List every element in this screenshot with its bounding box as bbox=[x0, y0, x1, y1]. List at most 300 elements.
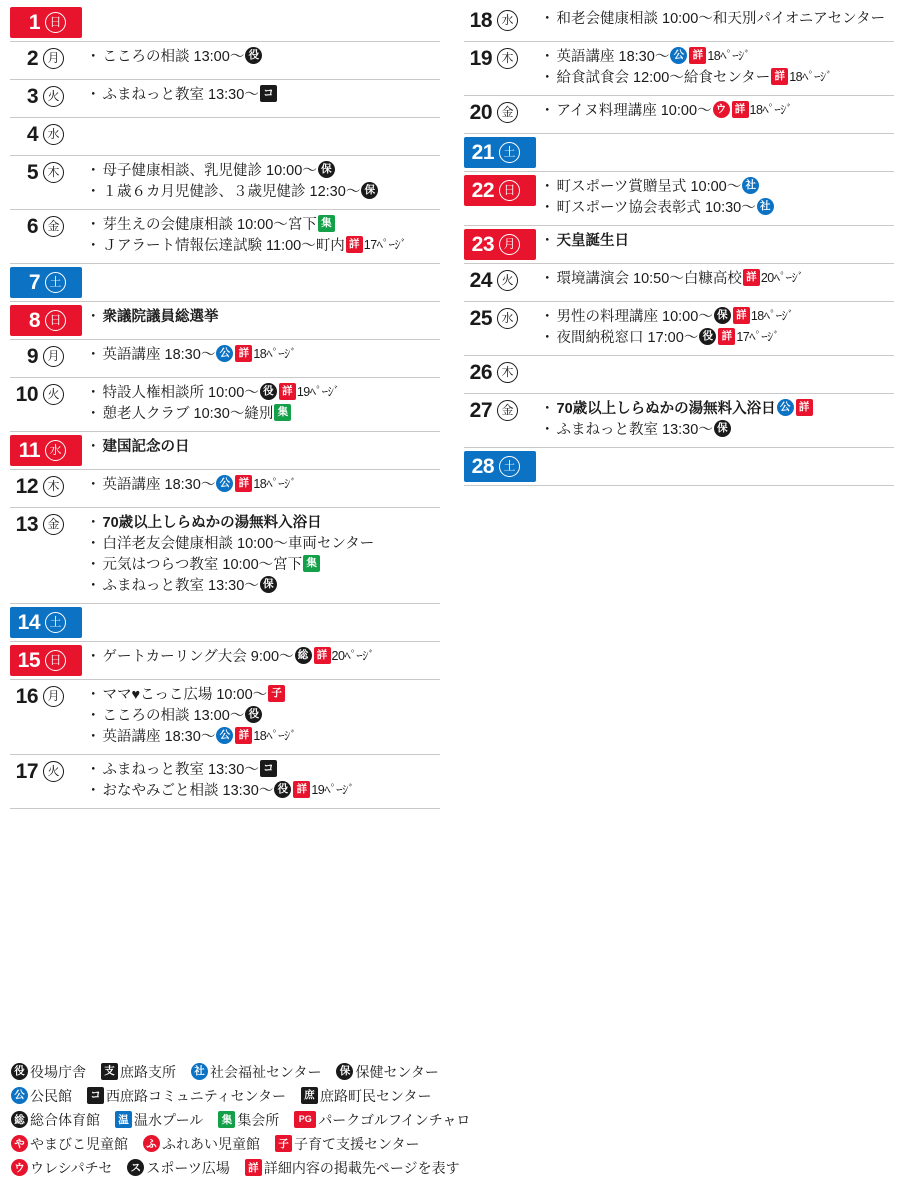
calendar-day-row bbox=[464, 42, 894, 96]
event-text: ママ♥こっこ広場 10:00〜 bbox=[102, 687, 268, 704]
calendar-day-row bbox=[10, 210, 440, 264]
event-text: 70歳以上しらぬかの湯無料入浴日 bbox=[102, 515, 322, 532]
legend-item-label: 公民館 bbox=[30, 1087, 72, 1104]
day-events bbox=[540, 134, 894, 145]
day-events bbox=[540, 226, 894, 258]
event-text: 元気はつらつ教室 10:00〜宮下 bbox=[102, 557, 303, 574]
venue-mark-icon: 保 bbox=[336, 1063, 353, 1080]
venue-mark-icon: 公 bbox=[777, 399, 794, 416]
calendar-day-row bbox=[10, 302, 440, 340]
legend-row bbox=[10, 1108, 890, 1132]
day-label bbox=[10, 470, 86, 503]
legend-item-label: 詳細内容の掲載先ページを表す bbox=[263, 1159, 460, 1176]
day-events bbox=[540, 448, 894, 459]
venue-mark-icon: 詳 bbox=[235, 475, 252, 492]
day-events bbox=[540, 42, 894, 95]
day-label bbox=[464, 96, 540, 129]
event-item bbox=[86, 781, 440, 802]
legend-row bbox=[10, 1132, 890, 1156]
venue-mark-icon: 集 bbox=[303, 555, 320, 572]
day-of-week-badge: 日 bbox=[499, 180, 520, 201]
day-events bbox=[86, 755, 440, 808]
event-text: 町スポーツ協会表彰式 10:30〜 bbox=[556, 200, 756, 217]
venue-mark-icon: 総 bbox=[11, 1111, 28, 1128]
event-item bbox=[86, 555, 440, 576]
legend-item bbox=[293, 1108, 470, 1132]
day-number: 6 bbox=[26, 215, 38, 239]
venue-mark-icon: 社 bbox=[757, 198, 774, 215]
day-of-week-badge: 火 bbox=[43, 86, 64, 107]
day-of-week-badge: 火 bbox=[43, 761, 64, 782]
event-text: ゲートカーリング大会 9:00〜 bbox=[102, 649, 294, 666]
event-text: 環境講演会 10:50〜白糠高校 bbox=[556, 271, 742, 288]
day-of-week-badge: 火 bbox=[497, 270, 518, 291]
bullet-icon: ・ bbox=[540, 330, 555, 347]
day-events bbox=[86, 470, 440, 502]
legend-item bbox=[300, 1084, 431, 1108]
day-number: 24 bbox=[469, 269, 492, 293]
calendar-day-row bbox=[10, 470, 440, 508]
legend-item-label: やまびこ児童館 bbox=[30, 1135, 128, 1152]
day-number: 11 bbox=[18, 439, 40, 463]
event-text: Ｊアラート情報伝達試験 11:00〜町内 bbox=[102, 238, 345, 255]
day-of-week-badge: 金 bbox=[43, 216, 64, 237]
venue-mark-icon: PG bbox=[294, 1111, 316, 1128]
legend-item bbox=[217, 1108, 279, 1132]
bullet-icon: ・ bbox=[86, 347, 101, 364]
legend-item-label: 子育て支援センター bbox=[294, 1135, 420, 1152]
event-text: 男性の料理講座 10:00〜 bbox=[556, 309, 713, 326]
day-number: 20 bbox=[469, 101, 492, 125]
bullet-icon: ・ bbox=[540, 200, 555, 217]
calendar-day-row bbox=[10, 642, 440, 680]
legend-item-label: スポーツ広場 bbox=[146, 1159, 230, 1176]
calendar-day-row bbox=[10, 42, 440, 80]
venue-mark-icon: 集 bbox=[318, 215, 335, 232]
event-item bbox=[86, 727, 440, 748]
event-item bbox=[86, 576, 440, 597]
day-label bbox=[10, 156, 86, 189]
day-label bbox=[10, 267, 82, 298]
day-events bbox=[86, 210, 440, 263]
venue-mark-icon: 保 bbox=[361, 182, 378, 199]
day-number: 19 bbox=[469, 47, 492, 70]
event-item bbox=[540, 420, 894, 441]
day-events bbox=[86, 80, 440, 112]
calendar-day-row bbox=[464, 172, 894, 226]
legend-item bbox=[126, 1156, 229, 1180]
day-label bbox=[10, 210, 86, 243]
day-events bbox=[540, 264, 894, 296]
venue-mark-icon: 子 bbox=[275, 1135, 292, 1152]
venue-mark-icon: 役 bbox=[699, 328, 716, 345]
bullet-icon: ・ bbox=[86, 49, 101, 65]
day-events bbox=[86, 508, 440, 603]
event-item bbox=[86, 47, 440, 68]
event-text: 和老会健康相談 10:00〜和天別パイオニアセンター bbox=[556, 11, 886, 27]
event-item bbox=[86, 685, 440, 706]
bullet-icon: ・ bbox=[540, 401, 555, 418]
bullet-icon: ・ bbox=[86, 783, 101, 800]
event-text: こころの相談 13:00〜 bbox=[102, 49, 245, 65]
day-label bbox=[10, 305, 82, 336]
page-reference: 19ﾍﾟｰｼﾞ bbox=[311, 783, 354, 798]
event-item bbox=[540, 399, 894, 420]
day-number: 8 bbox=[28, 309, 40, 333]
legend-item bbox=[86, 1084, 286, 1108]
event-text: 英語講座 18:30〜 bbox=[556, 49, 670, 65]
day-number: 10 bbox=[15, 383, 38, 407]
venue-mark-icon: ウ bbox=[713, 101, 730, 118]
bullet-icon: ・ bbox=[540, 11, 555, 27]
venue-mark-icon: 詳 bbox=[293, 781, 310, 798]
venue-mark-icon: 公 bbox=[11, 1087, 28, 1104]
day-label bbox=[10, 755, 86, 788]
calendar-day-row bbox=[10, 755, 440, 809]
event-text: 母子健康相談、乳児健診 10:00〜 bbox=[102, 163, 317, 179]
venue-mark-icon: 詳 bbox=[235, 727, 252, 744]
calendar-day-row bbox=[10, 80, 440, 118]
legend-item bbox=[114, 1108, 203, 1132]
bullet-icon: ・ bbox=[86, 238, 101, 255]
calendar-day-row bbox=[464, 264, 894, 302]
calendar-left-column bbox=[10, 4, 440, 809]
day-number: 1 bbox=[28, 11, 40, 34]
legend-row bbox=[10, 1084, 890, 1108]
legend-item-label: 庶路町民センター bbox=[320, 1087, 432, 1104]
day-of-week-badge: 金 bbox=[497, 400, 518, 421]
calendar-day-row bbox=[10, 264, 440, 302]
venue-mark-icon: 子 bbox=[268, 685, 285, 702]
bullet-icon: ・ bbox=[540, 179, 555, 196]
day-label bbox=[10, 80, 86, 113]
day-number: 18 bbox=[469, 9, 492, 32]
day-label bbox=[464, 4, 540, 37]
venue-mark-icon: ウ bbox=[11, 1159, 28, 1176]
day-number: 23 bbox=[471, 233, 494, 257]
day-number: 7 bbox=[28, 271, 40, 295]
calendar-right-column bbox=[464, 4, 894, 809]
day-number: 13 bbox=[15, 513, 38, 537]
day-label bbox=[10, 7, 82, 38]
venue-mark-icon: コ bbox=[260, 760, 277, 777]
day-events bbox=[86, 432, 440, 464]
page-reference: 19ﾍﾟｰｼﾞ bbox=[296, 385, 340, 400]
bullet-icon: ・ bbox=[86, 578, 101, 595]
venue-mark-icon: 保 bbox=[714, 420, 731, 437]
legend-item-label: 庶路支所 bbox=[120, 1063, 176, 1080]
event-text: アイヌ料理講座 10:00〜 bbox=[556, 103, 712, 120]
event-item bbox=[540, 9, 894, 30]
day-number: 14 bbox=[17, 611, 40, 635]
event-text: 天皇誕生日 bbox=[556, 233, 629, 250]
day-of-week-badge: 木 bbox=[43, 476, 64, 497]
day-events bbox=[86, 302, 440, 334]
day-number: 22 bbox=[471, 179, 494, 203]
day-events bbox=[86, 378, 440, 431]
bullet-icon: ・ bbox=[540, 49, 555, 65]
venue-mark-icon: 保 bbox=[318, 161, 335, 178]
day-events bbox=[540, 4, 894, 36]
bullet-icon: ・ bbox=[86, 649, 101, 666]
venue-mark-icon: コ bbox=[87, 1087, 104, 1104]
venue-mark-icon: 公 bbox=[216, 345, 233, 362]
legend-item bbox=[244, 1156, 460, 1180]
day-of-week-badge: 水 bbox=[45, 440, 66, 461]
day-number: 25 bbox=[469, 307, 492, 331]
event-item bbox=[86, 236, 440, 257]
venue-mark-icon: ふ bbox=[143, 1135, 160, 1152]
calendar-day-row bbox=[464, 356, 894, 394]
page-reference: 17ﾍﾟｰｼﾞ bbox=[736, 330, 779, 345]
day-label bbox=[10, 645, 82, 676]
bullet-icon: ・ bbox=[86, 406, 101, 423]
legend-item bbox=[100, 1060, 176, 1084]
legend-row bbox=[10, 1156, 890, 1180]
page-reference: 18ﾍﾟｰｼﾞ bbox=[749, 103, 793, 118]
bullet-icon: ・ bbox=[86, 477, 101, 494]
event-item bbox=[540, 307, 894, 328]
legend-item bbox=[10, 1084, 72, 1108]
legend-item-label: 社会福祉センター bbox=[210, 1063, 322, 1080]
calendar-day-row bbox=[464, 96, 894, 134]
venue-mark-icon: 支 bbox=[101, 1063, 118, 1080]
page-reference: 18ﾍﾟｰｼﾞ bbox=[750, 309, 794, 324]
event-text: 芽生えの会健康相談 10:00〜宮下 bbox=[102, 217, 317, 234]
venue-mark-icon: 詳 bbox=[235, 345, 252, 362]
day-number: 16 bbox=[15, 685, 38, 709]
venue-mark-icon: 役 bbox=[274, 781, 291, 798]
legend-item bbox=[190, 1060, 321, 1084]
day-number: 9 bbox=[26, 345, 38, 369]
day-of-week-badge: 木 bbox=[497, 48, 518, 69]
event-text: 英語講座 18:30〜 bbox=[102, 729, 216, 746]
venue-mark-icon: 役 bbox=[11, 1063, 28, 1080]
calendar-day-row bbox=[464, 302, 894, 356]
bullet-icon: ・ bbox=[86, 163, 101, 179]
day-label bbox=[464, 394, 540, 427]
event-text: ふまねっと教室 13:30〜 bbox=[102, 762, 259, 779]
bullet-icon: ・ bbox=[540, 103, 555, 120]
venue-mark-icon: 役 bbox=[260, 383, 277, 400]
venue-mark-icon: コ bbox=[260, 85, 277, 102]
day-of-week-badge: 日 bbox=[45, 650, 66, 671]
venue-mark-icon: 詳 bbox=[346, 236, 363, 253]
day-events bbox=[86, 680, 440, 754]
day-of-week-badge: 土 bbox=[45, 272, 66, 293]
day-of-week-badge: 土 bbox=[45, 612, 66, 633]
day-of-week-badge: 月 bbox=[43, 346, 64, 367]
venue-mark-icon: 詳 bbox=[245, 1159, 262, 1176]
day-events bbox=[540, 356, 894, 367]
event-item bbox=[540, 101, 894, 122]
legend-item bbox=[10, 1060, 86, 1084]
event-item bbox=[86, 182, 440, 203]
day-number: 3 bbox=[26, 85, 38, 108]
legend-item bbox=[335, 1060, 438, 1084]
event-item bbox=[540, 47, 894, 68]
day-events bbox=[86, 118, 440, 129]
day-events bbox=[86, 4, 440, 15]
page-reference: 18ﾍﾟｰｼﾞ bbox=[253, 477, 296, 492]
event-text: 町スポーツ賞贈呈式 10:00〜 bbox=[556, 179, 742, 196]
event-text: おなやみごと相談 13:30〜 bbox=[102, 783, 274, 800]
event-text: 英語講座 18:30〜 bbox=[102, 477, 216, 494]
event-item bbox=[540, 231, 894, 252]
day-number: 5 bbox=[26, 161, 38, 184]
event-item bbox=[86, 437, 440, 458]
page-reference: 18ﾍﾟｰｼﾞ bbox=[789, 70, 832, 85]
calendar-day-row bbox=[10, 508, 440, 604]
day-number: 2 bbox=[26, 47, 38, 70]
event-item bbox=[540, 177, 894, 198]
event-item bbox=[86, 513, 440, 534]
bullet-icon: ・ bbox=[86, 309, 101, 326]
day-of-week-badge: 金 bbox=[43, 514, 64, 535]
event-item bbox=[86, 215, 440, 236]
bullet-icon: ・ bbox=[86, 536, 101, 553]
page-reference: 20ﾍﾟｰｼﾞ bbox=[331, 649, 375, 664]
event-text: 英語講座 18:30〜 bbox=[102, 347, 216, 364]
event-text: こころの相談 13:00〜 bbox=[102, 708, 245, 725]
day-of-week-badge: 木 bbox=[43, 162, 64, 183]
calendar-day-row bbox=[10, 604, 440, 642]
day-label bbox=[464, 175, 536, 206]
event-text: 特設人権相談所 10:00〜 bbox=[102, 385, 259, 402]
venue-mark-icon: 役 bbox=[245, 706, 262, 723]
day-number: 21 bbox=[471, 141, 494, 165]
event-item bbox=[86, 760, 440, 781]
venue-mark-icon: 集 bbox=[218, 1111, 235, 1128]
day-label bbox=[464, 229, 536, 260]
calendar-day-row bbox=[10, 4, 440, 42]
calendar-day-row bbox=[10, 156, 440, 210]
bullet-icon: ・ bbox=[540, 271, 555, 288]
bullet-icon: ・ bbox=[86, 87, 101, 103]
day-number: 4 bbox=[26, 123, 38, 146]
day-of-week-badge: 日 bbox=[45, 12, 66, 33]
venue-mark-icon: 集 bbox=[274, 404, 291, 421]
venue-mark-icon: 詳 bbox=[796, 399, 813, 416]
event-text: 憩老人クラブ 10:30〜縫別 bbox=[102, 406, 274, 423]
day-events bbox=[540, 172, 894, 225]
event-item bbox=[86, 345, 440, 366]
bullet-icon: ・ bbox=[540, 422, 555, 439]
bullet-icon: ・ bbox=[86, 708, 101, 725]
day-label bbox=[10, 42, 86, 75]
legend-item-label: 西庶路コミュニティセンター bbox=[106, 1087, 287, 1104]
venue-mark-icon: 詳 bbox=[689, 47, 706, 64]
event-text: ふまねっと教室 13:30〜 bbox=[102, 578, 259, 595]
day-of-week-badge: 水 bbox=[497, 308, 518, 329]
event-text: １歳６カ月児健診、３歳児健診 12:30〜 bbox=[102, 184, 361, 201]
day-of-week-badge: 土 bbox=[499, 142, 520, 163]
legend-item bbox=[10, 1108, 100, 1132]
calendar-day-row bbox=[10, 680, 440, 755]
day-of-week-badge: 日 bbox=[45, 310, 66, 331]
bullet-icon: ・ bbox=[86, 729, 101, 746]
event-item bbox=[86, 85, 440, 106]
venue-mark-icon: 保 bbox=[260, 576, 277, 593]
bullet-icon: ・ bbox=[86, 385, 101, 402]
calendar-day-row bbox=[464, 4, 894, 42]
calendar-day-row bbox=[10, 340, 440, 378]
event-text: ふまねっと教室 13:30〜 bbox=[556, 422, 713, 439]
venue-mark-icon: 庶 bbox=[301, 1087, 318, 1104]
legend-item bbox=[142, 1132, 260, 1156]
day-label bbox=[10, 607, 82, 638]
event-text: 白洋老友会健康相談 10:00〜車両センター bbox=[102, 536, 375, 553]
day-label bbox=[10, 435, 82, 466]
venue-mark-icon: や bbox=[11, 1135, 28, 1152]
day-number: 17 bbox=[15, 760, 38, 784]
venue-legend bbox=[10, 1060, 890, 1180]
event-text: 夜間納税窓口 17:00〜 bbox=[556, 330, 699, 347]
venue-mark-icon: 社 bbox=[742, 177, 759, 194]
day-events bbox=[86, 264, 440, 275]
legend-item-label: 温水プール bbox=[134, 1111, 204, 1128]
day-label bbox=[10, 508, 86, 541]
bullet-icon: ・ bbox=[86, 515, 101, 532]
event-text: 建国記念の日 bbox=[102, 439, 190, 456]
legend-item bbox=[10, 1132, 128, 1156]
day-number: 12 bbox=[15, 475, 38, 499]
day-label bbox=[464, 451, 536, 482]
bullet-icon: ・ bbox=[86, 439, 101, 456]
day-number: 28 bbox=[471, 455, 494, 479]
legend-item-label: 保健センター bbox=[355, 1063, 439, 1080]
venue-mark-icon: 社 bbox=[191, 1063, 208, 1080]
calendar-day-row bbox=[464, 448, 894, 486]
bullet-icon: ・ bbox=[86, 184, 101, 201]
legend-item-label: 役場庁舎 bbox=[30, 1063, 86, 1080]
event-text: 70歳以上しらぬかの湯無料入浴日 bbox=[556, 401, 776, 418]
page-reference: 18ﾍﾟｰｼﾞ bbox=[253, 729, 296, 744]
legend-item-label: ふれあい児童館 bbox=[162, 1135, 260, 1152]
day-of-week-badge: 金 bbox=[497, 102, 518, 123]
day-label bbox=[10, 118, 86, 151]
day-of-week-badge: 水 bbox=[497, 10, 518, 31]
calendar-day-row bbox=[464, 134, 894, 172]
calendar-day-row bbox=[10, 432, 440, 470]
page-reference: 20ﾍﾟｰｼﾞ bbox=[760, 271, 804, 286]
day-number: 27 bbox=[469, 399, 492, 423]
venue-mark-icon: 詳 bbox=[743, 269, 760, 286]
venue-mark-icon: 公 bbox=[216, 475, 233, 492]
bullet-icon: ・ bbox=[86, 557, 101, 574]
venue-mark-icon: 役 bbox=[245, 47, 262, 64]
event-item bbox=[86, 475, 440, 496]
venue-mark-icon: 温 bbox=[115, 1111, 132, 1128]
venue-mark-icon: 総 bbox=[295, 647, 312, 664]
day-events bbox=[86, 42, 440, 74]
venue-mark-icon: 詳 bbox=[718, 328, 735, 345]
day-label bbox=[464, 137, 536, 168]
day-label bbox=[10, 378, 86, 411]
page-reference: 17ﾍﾟｰｼﾞ bbox=[363, 238, 407, 253]
venue-mark-icon: 公 bbox=[216, 727, 233, 744]
day-label bbox=[464, 356, 540, 389]
event-text: ふまねっと教室 13:30〜 bbox=[102, 87, 259, 103]
calendar-day-row bbox=[10, 118, 440, 156]
bullet-icon: ・ bbox=[86, 687, 101, 704]
legend-item bbox=[274, 1132, 419, 1156]
day-events bbox=[540, 96, 894, 128]
day-label bbox=[10, 340, 86, 373]
event-item bbox=[86, 404, 440, 425]
day-events bbox=[86, 156, 440, 209]
day-number: 15 bbox=[17, 649, 40, 673]
